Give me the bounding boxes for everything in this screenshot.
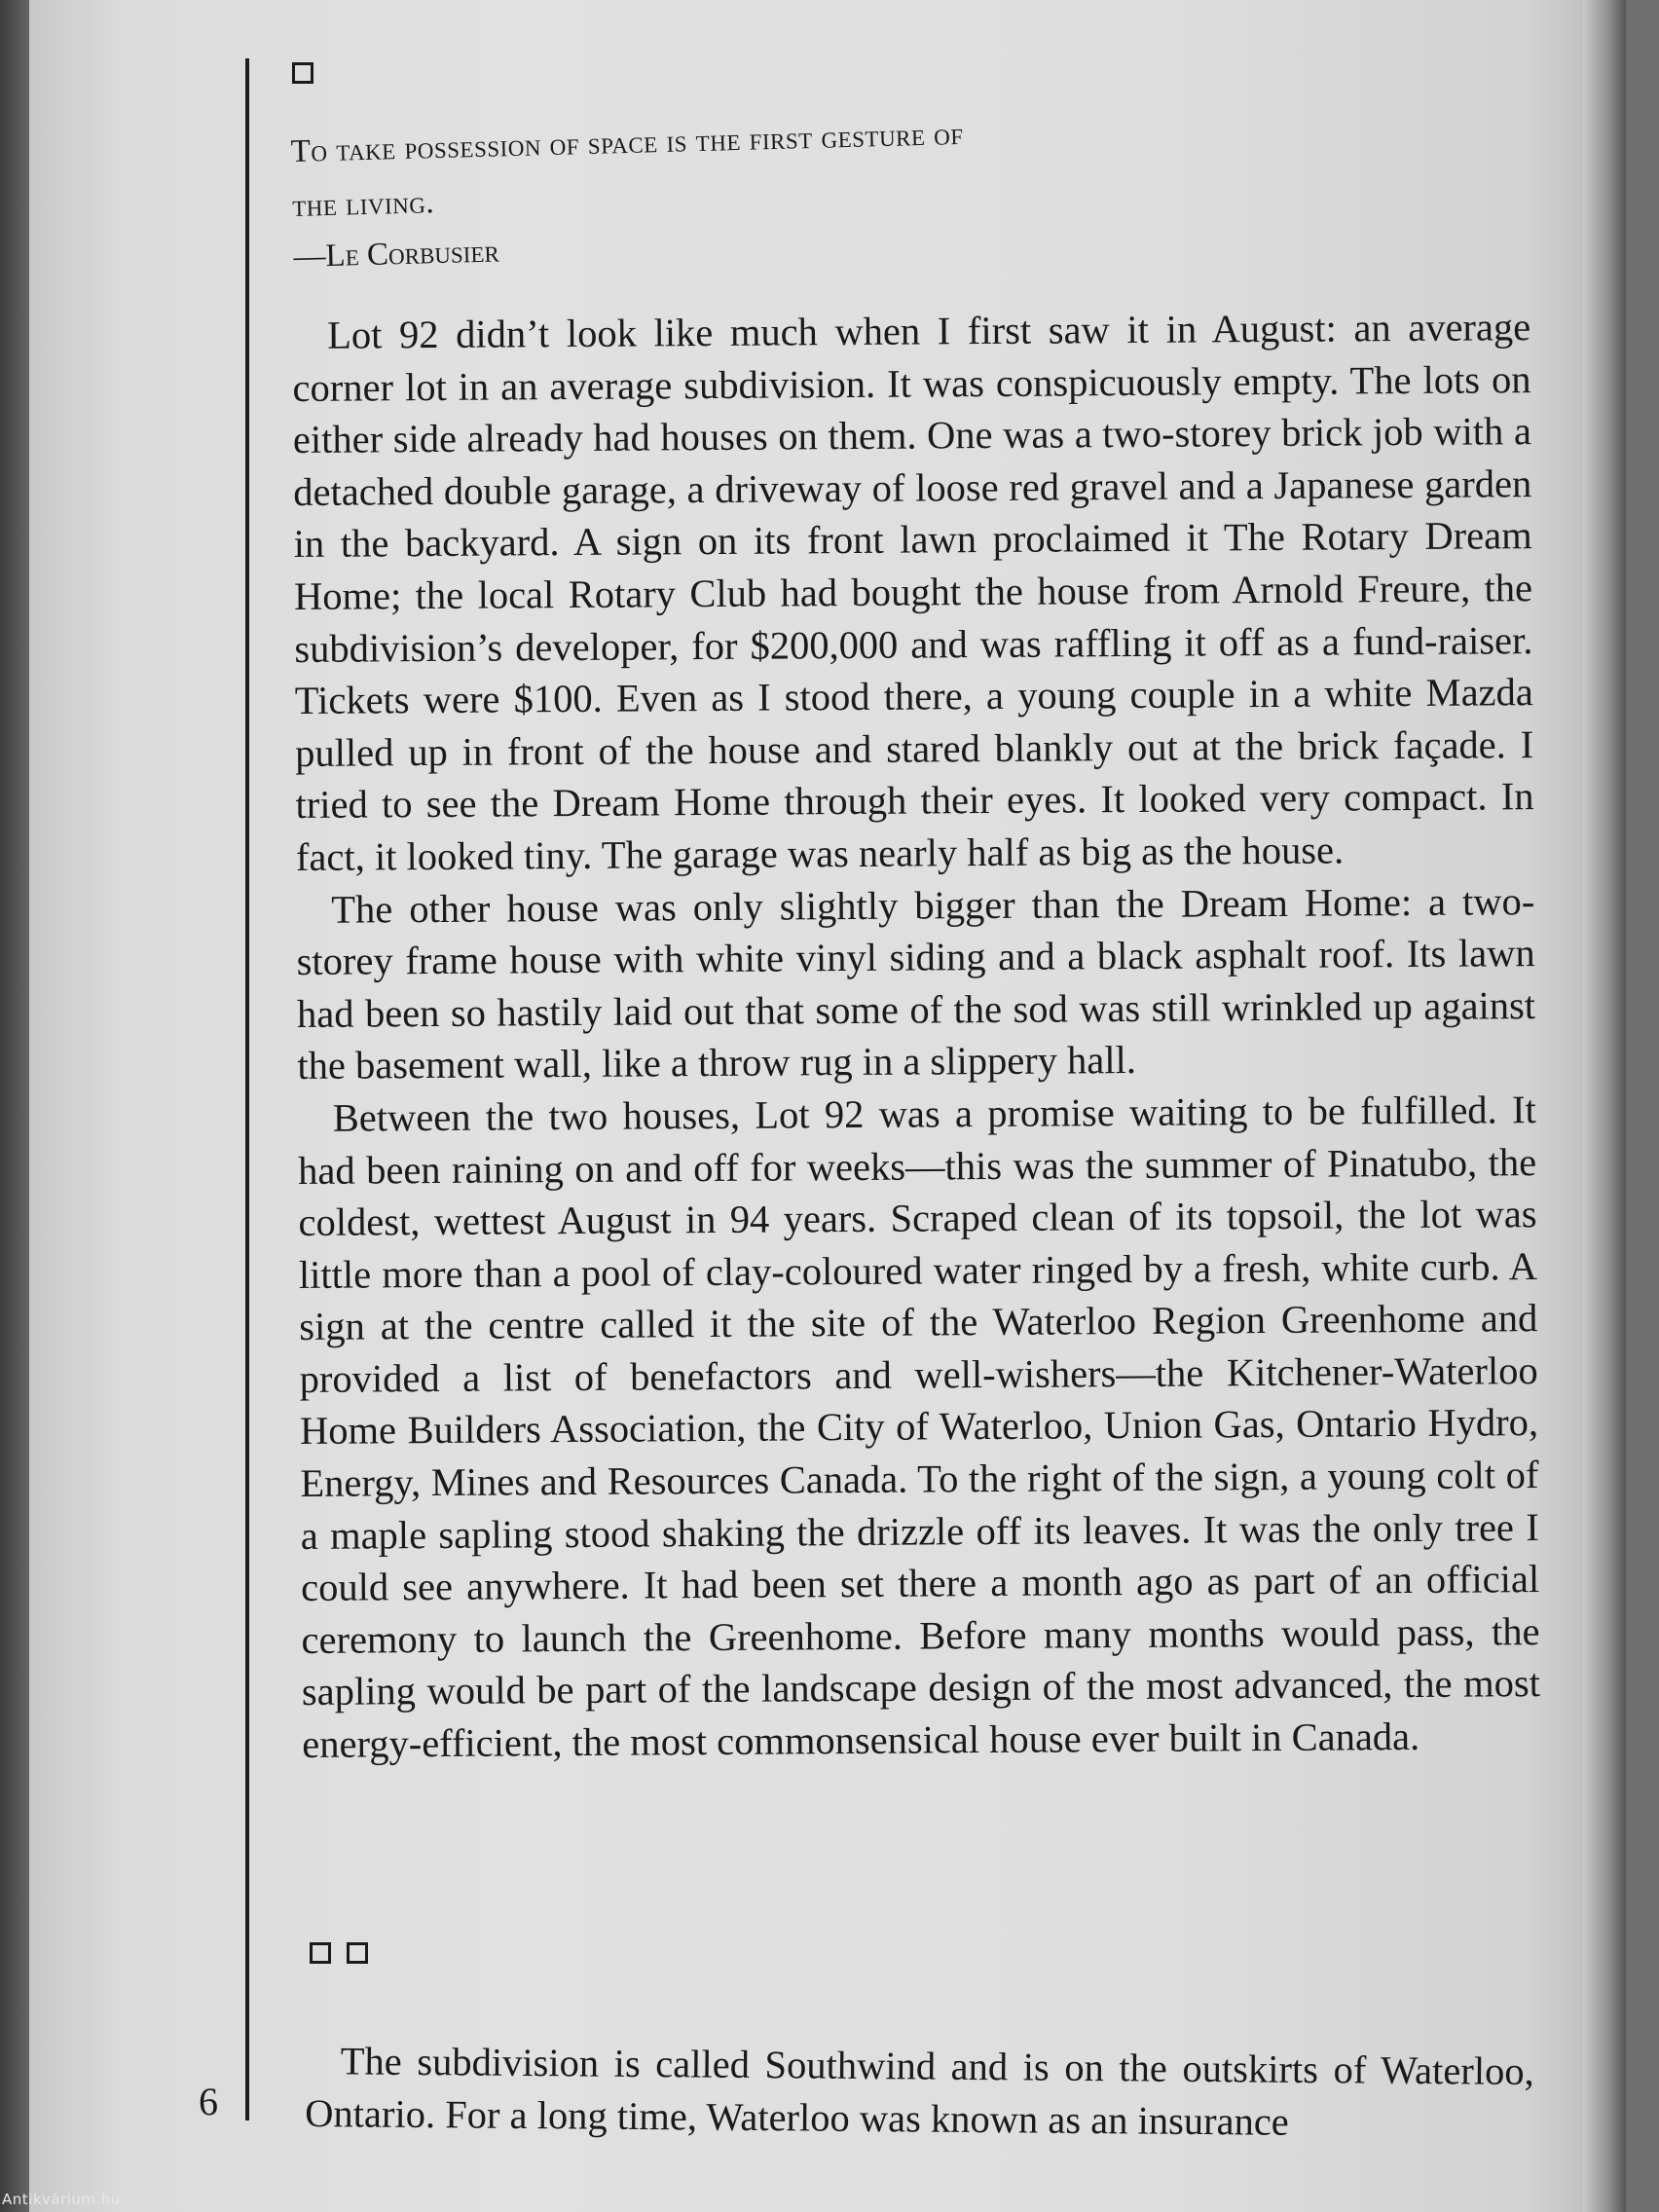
epigraph-attribution: —Le Corbusier [293, 234, 500, 275]
page-number: 6 [199, 2080, 218, 2123]
epigraph [290, 99, 1268, 284]
square-ornament-icon [310, 1942, 331, 1964]
section-mark-top [292, 62, 325, 89]
paragraph: Lot 92 didn’t look like much when I first saw it in August: an average corner lot in an average subdivision. It was conspicuously empty. The lots on either side already had houses on them. One was a two-storey brick job with a detached double garage, a driveway of loose red gravel and a Japanese garden in the backyard. A sign on its front lawn proclaimed it The Rotary Dream Home; the local Rotary Club had bought the house from Arnold Freure, the subdivision’s developer, for $200,000 and was raffling it off as a fund-raiser. Tickets were $100. Even as I stood there, a young couple in a white Mazda pulled up in front of the house and stared blankly out at the brick façade. I tried to see the Dream Home through their eyes. It looked very compact. In fact, it looked tiny. The garage was nearly half as big as the house. [292, 305, 1534, 879]
next-section-text [305, 2035, 1534, 2151]
paragraph: The other house was only slightly bigger than the Dream Home: a two-storey frame house with white vinyl siding and a black asphalt roof. Its lawn had been so hastily laid out that some of the sod was still wrinkled up against the basement wall, like a throw rug in a slippery hall. [296, 878, 1536, 1088]
page-left-edge [0, 0, 33, 2212]
margin-rule [245, 58, 249, 2120]
square-ornament-icon [292, 62, 313, 84]
square-ornament-icon [347, 1942, 368, 1964]
watermark: Antikvárium.hu [2, 2191, 121, 2208]
paragraph: The subdivision is called Southwind and is on the outskirts of Waterloo, Ontario. For a long time, Waterloo was known as an insurance [305, 2039, 1534, 2144]
book-gutter [1583, 0, 1626, 2212]
epigraph-line-2: the living. [291, 185, 435, 224]
paragraph: Between the two houses, Lot 92 was a promise waiting to be fulfilled. It had been raining on and off for weeks—this was the summer of Pinatubo, the coldest, wettest August in 94 years. Scraped clean of its topsoil, the lot was little more than a pool of clay-coloured water ringed by a fresh, white curb. A sign at the centre called it the site of the Waterloo Region Greenhome and provided a list of benefactors and well-wishers—the Kitchener-Waterloo Home Builders Association, the City of Waterloo, Union Gas, Ontario Hydro, Energy, Mines and Resources Canada. To the right of the sign, a young colt of a maple sapling stood shaking the drizzle off its leaves. It was the only tree I could see anywhere. It had been set there a month ago as part of an official ceremony to launch the Greenhome. Before many months would pass, the sapling would be part of the landscape design of the most advanced, the most energy-efficient, the most commonsensical house ever built in Canada. [298, 1088, 1541, 1766]
main-text [292, 301, 1540, 1770]
section-break [310, 1942, 380, 1969]
epigraph-line-1: To take possession of space is the first gesture of [290, 116, 965, 169]
